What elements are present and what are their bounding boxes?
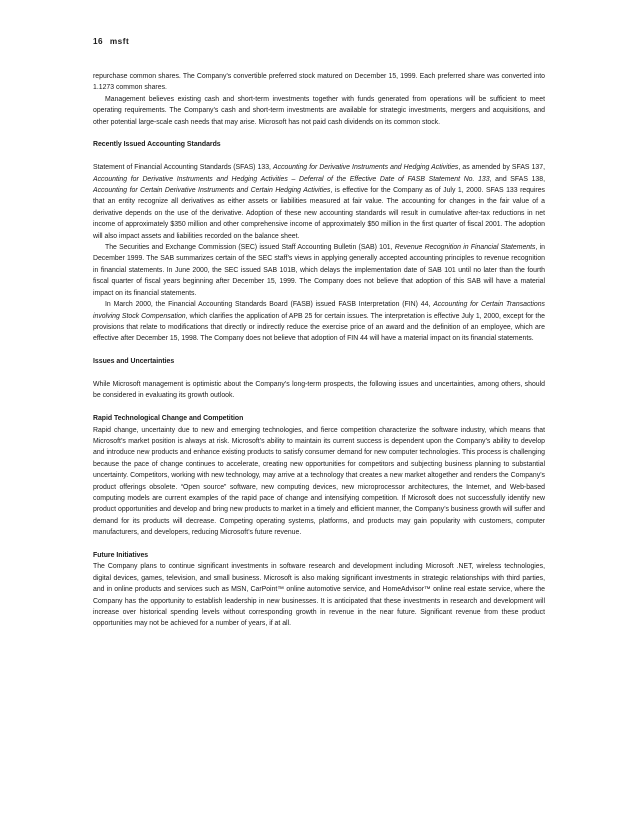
heading-issues: Issues and Uncertainties <box>93 358 175 366</box>
heading-recent-standards: Recently Issued Accounting Standards <box>93 141 221 149</box>
document-body <box>93 71 545 630</box>
paragraph-future-initiatives: The Company plans to continue significant investments in software research and development including Microsoft .NET, wireless technologies, digital devices, games, television, and small business. Microsoft is also making significant investments in strategic relationships with third parties, and in online products and services such as MSN, CarPoint™ online automotive service, and HomeAdvisor™ online real estate service, where the Company has the opportunity to establish leadership in new businesses. It is anticipated that these investments in research and development will increase over historical spending levels without corresponding growth in revenue in the near future. Significant revenue from these product opportunities may not be achieved for a number of years, if at all. <box>93 563 545 628</box>
paragraph-repurchase: repurchase common shares. The Company’s convertible preferred stock matured on December 15, 1999. Each preferred share was converted into 1.1273 common shares. <box>93 73 545 92</box>
paragraph-rapid-change: Rapid change, uncertainty due to new and emerging technologies, and fierce competition characterize the software industry, which means that Microsoft’s market position is always at risk. Microsoft’s ability to maintain its current success is dependent upon the Company’s ability to develop and introduce new products and enhance existing products to satisfy consumer demand for new computer technologies. This process is challenging because the pace of change continues to accelerate, creating new opportunities for competitors and subjecting business planning to substantial uncertainty. Competitors, working with new technology, may arrive at a technology that creates a new market altogether and renders the Company’s product offerings obsolete. “Open source” software, new computing devices, new microprocessor architectures, the Internet, and Web-based computing models are current examples of the rapid pace of change and intensifying competition. If Microsoft does not successfully identify new product opportunities and develop and bring new products to market in a timely and efficient manner, the Company’s business growth will suffer and demand for its products will decrease. Competing operating systems, platforms, and products may gain popularity with customers, computer manufacturers, and developers, reducing Microsoft’s future revenue. <box>93 426 545 537</box>
paragraph-sab101: The Securities and Exchange Commission (SEC) issued Staff Accounting Bulletin (SAB) 101, Revenue Recognition in Financial Statements, in December 1999. The SAB summarizes certain of the SEC staff’s views in applying generally accepted accounting principles to revenue recognition in financial statements. In June 2000, the SEC issued SAB 101B, which delays the implementation date of SAB 101 until no later than the fourth fiscal quarter of fiscal years beginning after December 15, 1999. The Company does not believe that adoption of this SAB will have a material impact on its financial statements. <box>93 244 545 297</box>
company-ticker: msft <box>109 37 130 46</box>
paragraph-sfas133: Statement of Financial Accounting Standards (SFAS) 133, Accounting for Derivative Instruments and Hedging Activities, as amended by SFAS 137, Accounting for Derivative Instruments and Hedging Activities – Deferral of the Effective Date of FASB Statement No. 133, and SFAS 138, Accounting for Certain Derivative Instruments and Certain Hedging Activities, is effective for the Company as of July 1, 2000. SFAS 133 requires that an entity recognize all derivatives as either assets or liabilities measured at fair value. The accounting for changes in the fair value of a derivative depends on the use of the derivative. Adoption of these new accounting standards will result in cumulative after-tax reductions in net income of approximately $350 million and other comprehensive income of approximately $50 million in the first quarter of fiscal 2001. The adoption will also impact assets and liabilities recorded on the balance sheet. <box>93 164 545 240</box>
paragraph-liquidity: Management believes existing cash and short-term investments together with funds generated from operations will be sufficient to meet operating requirements. The Company’s cash and short-term investments are available for strategic investments, mergers and acquisitions, and other potential large-scale cash needs that may arise. Microsoft has not paid cash dividends on its common stock. <box>93 95 545 126</box>
paragraph-fin44: In March 2000, the Financial Accounting Standards Board (FASB) issued FASB Interpretation (FIN) 44, Accounting for Certain Transactions involving Stock Compensation, which clarifies the application of APB 25 for certain issues. The interpretation is effective July 1, 2000, except for the provisions that relate to modifications that directly or indirectly reduce the exercise price of an award and the definition of an employee, which are effective after December 15, 1998. The Company does not believe that adoption of FIN 44 will have a material impact on its financial statements. <box>93 301 546 343</box>
page-number: 16 <box>93 37 104 46</box>
paragraph-issues-intro: While Microsoft management is optimistic about the Company’s long-term prospects, the following issues and uncertainties, among others, should be considered in evaluating its growth outlook. <box>93 380 545 400</box>
heading-rapid-change: Rapid Technological Change and Competition <box>93 415 244 423</box>
heading-future-initiatives: Future Initiatives <box>93 551 149 559</box>
page-header <box>93 37 129 46</box>
